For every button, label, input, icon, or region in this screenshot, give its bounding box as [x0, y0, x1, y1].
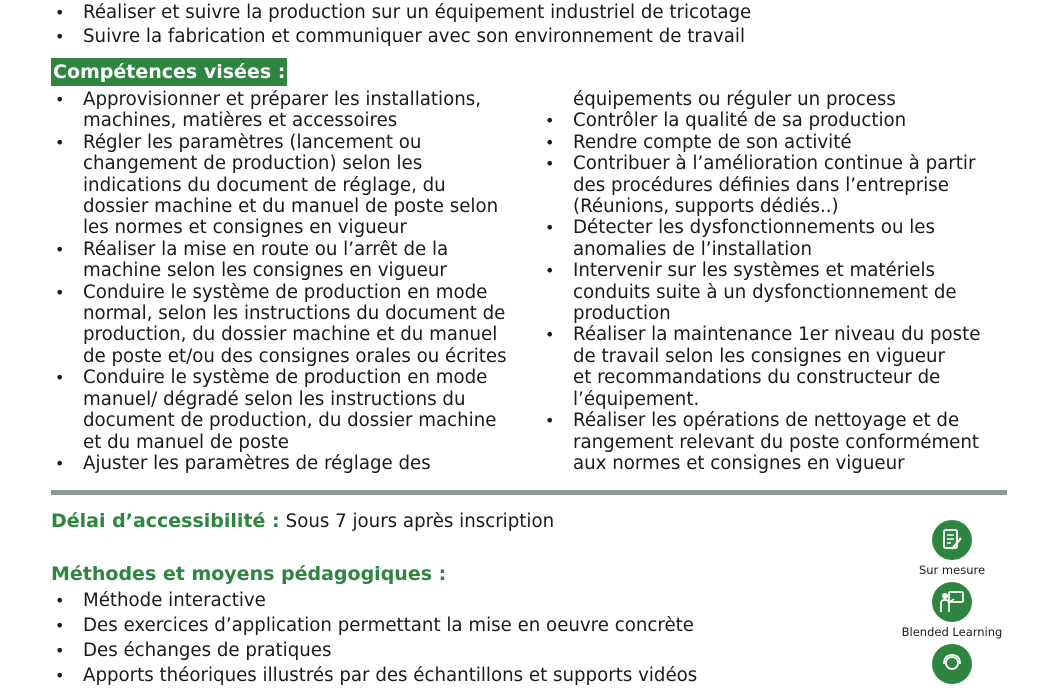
competences-heading: Compétences visées :: [51, 58, 287, 86]
methode-item: • Méthode interactive: [51, 588, 871, 613]
competence-item-continued: dossier machine et du manuel de poste selon: [83, 196, 499, 218]
methodes-list: [51, 588, 871, 688]
feature-blended-learning: [882, 582, 1022, 639]
competence-item-continued: l’équipement.: [573, 388, 700, 410]
competence-item: • Conduire le système de production en mode: [51, 367, 531, 388]
feature-label: Blended Learning: [901, 625, 1003, 639]
competence-item-continued: et recommandations du constructeur de: [573, 367, 941, 389]
competence-item-continued: document de production, du dossier machine: [83, 410, 497, 432]
competence-item: • Réaliser la mise en route ou l’arrêt de la: [51, 239, 531, 260]
person-screen-icon: [932, 582, 972, 622]
objective-item: • Suivre la fabrication et communiquer avec son environnement de travail: [51, 25, 951, 49]
competences-right-column: [541, 89, 1011, 474]
competence-item-continued: rangement relevant du poste conformément: [573, 431, 980, 453]
feature-label: Sur mesure: [918, 563, 986, 577]
competence-item-continued: manuel/ dégradé selon les instructions du: [83, 388, 466, 410]
delai-line: [51, 508, 554, 535]
competence-item-continued: des procédures définies dans l’entreprise: [573, 174, 949, 196]
competence-item: • Réaliser la maintenance 1er niveau du poste: [541, 324, 1011, 345]
document-pen-icon: [932, 520, 972, 560]
objective-item: • Réaliser et suivre la production sur un équipement industriel de tricotage: [51, 1, 951, 25]
competences-left-column: [51, 89, 531, 474]
competence-item: • Rendre compte de son activité: [541, 132, 1011, 153]
competence-item-continued: et du manuel de poste: [83, 431, 289, 453]
competence-item-continued: production: [573, 303, 671, 325]
competence-item: • Détecter les dysfonctionnements ou les: [541, 217, 1011, 238]
delai-value: Sous 7 jours après inscription: [285, 511, 555, 532]
methode-item: • Apports théoriques illustrés par des échantillons et supports vidéos: [51, 663, 871, 688]
competence-item-continued: normal, selon les instructions du document de: [83, 303, 506, 325]
feature-sur-mesure: [882, 520, 1022, 577]
competence-item: • Contrôler la qualité de sa production: [541, 110, 1011, 131]
competence-item-continued: de travail selon les consignes en vigueur: [573, 345, 946, 367]
competence-item: • Ajuster les paramètres de réglage des: [51, 453, 531, 474]
section-divider: [51, 490, 1007, 495]
competence-item-continued: les normes et consignes en vigueur: [83, 217, 407, 239]
competence-item-continued: de poste et/ou des consignes orales ou écrites: [83, 345, 507, 367]
competence-item: • Réaliser les opérations de nettoyage et de: [541, 410, 1011, 431]
competence-item-continued: (Réunions, supports dédiés..): [573, 196, 839, 218]
competence-item-continued: machines, matières et accessoires: [83, 110, 398, 132]
competence-item: • Régler les paramètres (lancement ou: [51, 132, 531, 153]
competence-item-continued: équipements ou réguler un process: [573, 89, 896, 110]
delai-label: Délai d’accessibilité :: [51, 510, 280, 532]
competence-item-continued: indications du document de réglage, du: [83, 174, 446, 196]
competence-item-continued: changement de production) selon les: [83, 153, 423, 175]
feature-support: [882, 644, 1022, 684]
competence-item-continued: anomalies de l’installation: [573, 238, 812, 260]
competence-item-continued: production, du dossier machine et du manuel: [83, 324, 498, 346]
competence-item: • Intervenir sur les systèmes et matériels: [541, 260, 1011, 281]
methode-item: • Des échanges de pratiques: [51, 638, 871, 663]
objectives-list: [51, 1, 951, 49]
person-headset-icon: [932, 644, 972, 684]
competence-item-continued: conduits suite à un dysfonctionnement de: [573, 281, 957, 303]
competence-item: • Approvisionner et préparer les installations,: [51, 89, 531, 110]
competence-item-continued: aux normes et consignes en vigueur: [573, 452, 905, 474]
methode-item: • Des exercices d’application permettant la mise en oeuvre concrète: [51, 613, 871, 638]
competence-item: • Contribuer à l’amélioration continue à partir: [541, 153, 1011, 174]
competence-item: • Conduire le système de production en mode: [51, 282, 531, 303]
competence-item-continued: machine selon les consignes en vigueur: [83, 260, 447, 282]
methodes-heading: Méthodes et moyens pédagogiques :: [51, 563, 447, 585]
